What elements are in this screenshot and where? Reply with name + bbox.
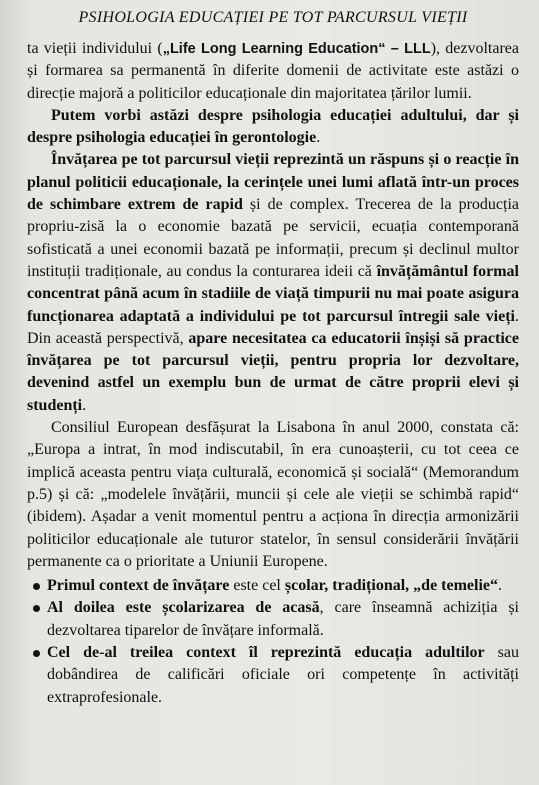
text-span: . [316,129,321,147]
bold-term: „Life Long Learning Education“ – LLL [162,41,431,57]
text-span: . Din această perspectivă, [27,307,519,347]
bold-statement: Putem vorbi astăzi despre psihologia educației adultului, dar și despre psihologia educației în gerontologie [27,106,519,147]
bullet-icon [33,650,40,657]
list-item [27,575,519,597]
text-span: . [498,577,503,595]
running-header: PSIHOLOGIA EDUCAȚIEI PE TOT PARCURSUL VIEȚII [78,9,468,26]
bold-term: școlar, tradițional, „de temelie“ [284,577,499,595]
paragraph-lisbon-council: Consiliul European desfășurat la Lisabona în anul 2000, constata că: „Europa a intrat, în mod indiscutabil, în era cunoașterii, cu tot ceea ce implică aceasta pentru viața culturală, economică și socială“ (Memorandum p.5) și că: „modelele învățării, muncii și cele ale vieții se schimbă rapid“ (ibidem). Așadar a venit momentul pentru a acționa în direcția armonizării politicilor educaționale ale tuturor statelor, în sensul considerării învățării permanente ca o prioritate a Uniunii Europene. [27,419,519,570]
paragraph-lifelong-learning [27,149,519,417]
text-span: , care înseamnă achiziția și dezvoltarea tiparelor de învățare informală. [47,599,520,639]
text-span: . [82,396,87,414]
text-span: este cel [229,577,285,595]
bold-statement: Învățarea pe tot parcursul vieții reprezintă un răspuns și o reacție în planul politicii educaționale, la cerințele unei lumi aflată într-un proces de schimbare extrem de rapid [27,151,519,214]
text-span: sau dobândirea de calificări oficiale ori competențe în activități extraprofesionale. [47,644,520,706]
text-span: și de complex. Trecerea de la producția propriu-zisă la o economie bazată pe servicii, ecuația contemporană sofisticată a unei economii bazată pe informații, precum și declinul multor instituții tradiționale, au condus la conturarea ideii că [27,196,520,280]
list-item [27,642,519,709]
text-span: ), dezvoltarea și formarea sa permanentă în diferite domenii de activitate este astăzi o direcție majoră a politicilor educaționale din majoritatea țărilor lumii. [27,40,519,102]
paragraph-lll [27,38,519,105]
bold-statement: apare necesitatea ca educatorii înșiși să practice învățarea pe tot parcursul vieții, pentru propria lor dezvoltare, devenind astfel un exemplu bun de urmat de către proprii elevi și studenți [27,329,520,414]
text-span: ta vieții individului ( [27,40,163,57]
list-item [27,597,519,642]
context-list [27,575,519,709]
bold-term: Cel de-al treilea context îl reprezintă educația adultilor [47,644,485,662]
bold-term: Al doilea este școlarizarea de acasă [47,599,320,617]
bold-statement: învățământul formal concentrat până acum în stadiile de viață timpurii nu mai poate asigura funcționarea adaptată a individului pe tot parcursul întregii sale vieți [27,262,520,325]
bullet-icon [33,583,40,590]
bullet-icon [33,605,40,612]
bold-term: Primul context de învățare [47,577,230,595]
paragraph-adult-education [27,105,519,150]
